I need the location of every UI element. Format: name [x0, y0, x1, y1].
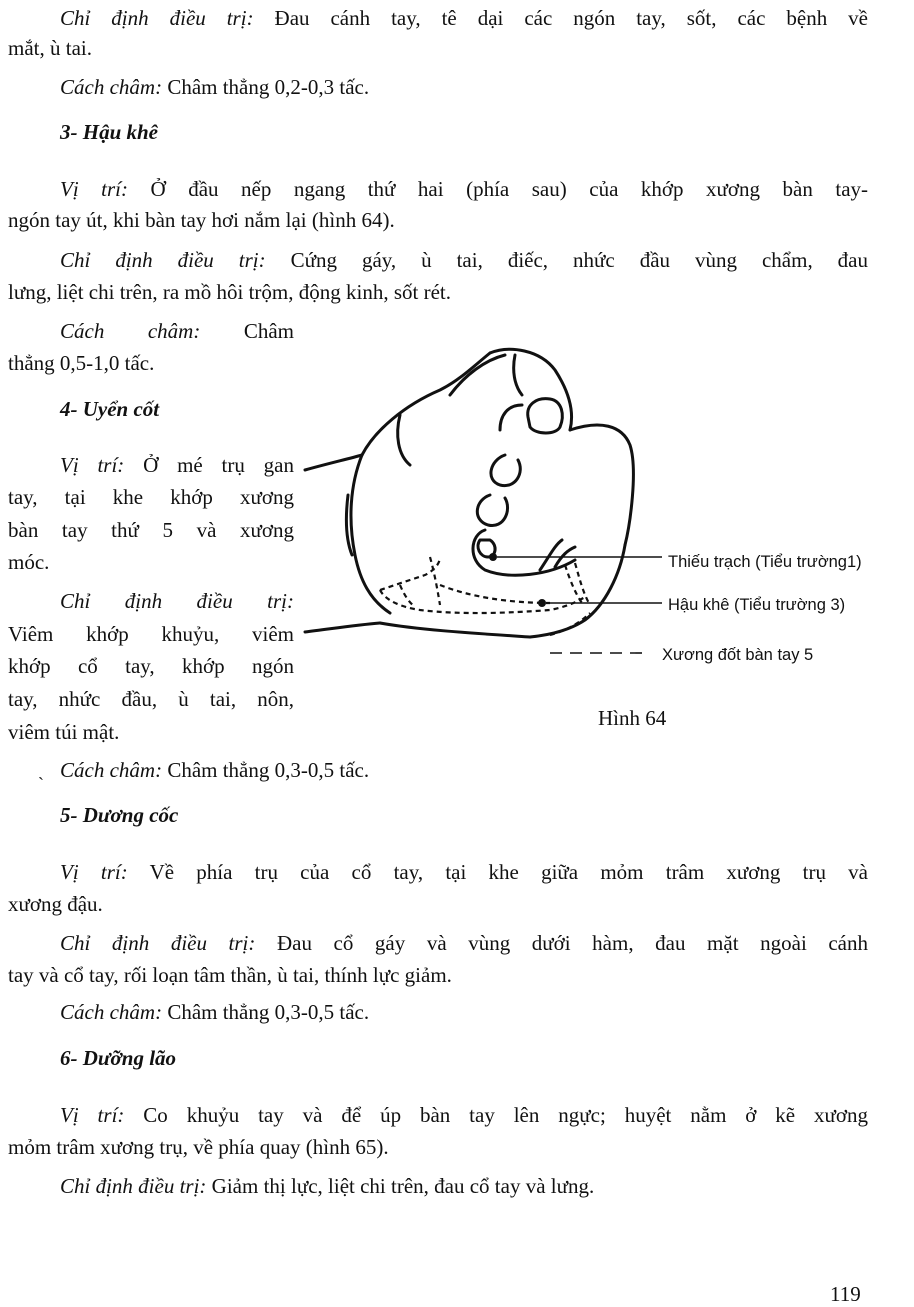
- text-span: Về phía trụ của cổ tay, tại khe giữa mỏm trâm xương trụ và: [149, 860, 869, 884]
- thieu-trach-point: [489, 553, 497, 561]
- label-xuong-dot-ban-tay: Xương đốt bàn tay 5: [662, 646, 814, 664]
- text-line: [60, 1101, 868, 1129]
- text-line: xương đậu.: [8, 892, 103, 916]
- text-line: [60, 998, 369, 1026]
- text-span: Ở mé trụ gan: [143, 453, 295, 477]
- section-heading-uyen-cot: 4- Uyển cốt: [60, 397, 160, 421]
- text-line: tay và cổ tay, rối loạn tâm thần, ù tai, thính lực giảm.: [8, 963, 452, 987]
- text-line: tay, tại khe khớp xương: [8, 485, 294, 509]
- text-span: Châm thẳng 0,3-0,5 tấc.: [167, 1000, 370, 1024]
- section-heading-duong-coc: 5- Dương cốc: [60, 803, 179, 827]
- text-span: Châm thẳng 0,3-0,5 tấc.: [167, 758, 370, 782]
- text-line: Viêm khớp khuỷu, viêm: [8, 622, 294, 646]
- text-line: khớp cổ tay, khớp ngón: [8, 654, 294, 678]
- text-span: Ở đầu nếp ngang thứ hai (phía sau) của khớp xương bàn tay-: [150, 177, 869, 201]
- text-line: [60, 451, 294, 479]
- chi-dinh-label: Chỉ định điều trị:: [60, 931, 256, 955]
- label-thieu-trach: Thiếu trạch (Tiểu trường1): [668, 553, 862, 571]
- text-span: Đau cánh tay, tê dại các ngón tay, sốt, các bệnh về: [274, 6, 868, 30]
- text-span: Giảm thị lực, liệt chi trên, đau cổ tay và lưng.: [211, 1174, 595, 1198]
- cach-cham-label: Cách châm:: [60, 758, 163, 782]
- text-line: móc.: [8, 550, 50, 574]
- stray-mark: ˏ: [38, 760, 44, 780]
- page-number: 119: [830, 1282, 861, 1306]
- figure-caption: Hình 64: [598, 706, 667, 730]
- vi-tri-label: Vị trí:: [60, 453, 125, 477]
- text-line: ngón tay út, khi bàn tay hơi nắm lại (hình 64).: [8, 208, 395, 232]
- cach-cham-label: Cách châm:: [60, 1000, 163, 1024]
- label-hau-khe: Hậu khê (Tiểu trường 3): [668, 596, 846, 614]
- vi-tri-label: Vị trí:: [60, 1103, 125, 1127]
- text-line: [60, 317, 294, 345]
- chi-dinh-label: Chỉ định điều trị:: [60, 589, 294, 613]
- hau-khe-point: [538, 599, 546, 607]
- section-heading-hau-khe: 3- Hậu khê: [60, 120, 159, 144]
- cach-cham-label: Cách châm:: [60, 75, 163, 99]
- hand-drawing: [300, 335, 914, 735]
- text-line: bàn tay thứ 5 và xương: [8, 518, 294, 542]
- section-heading-duong-lao: 6- Dưỡng lão: [60, 1046, 177, 1070]
- text-line: viêm túi mật.: [8, 720, 120, 744]
- chi-dinh-label: Chỉ định điều trị:: [60, 248, 266, 272]
- text-line: tay, nhức đầu, ù tai, nôn,: [8, 687, 294, 711]
- chi-dinh-label: Chỉ định điều trị:: [60, 1174, 207, 1198]
- text-line: [60, 1172, 594, 1200]
- text-line: [60, 756, 369, 784]
- text-line: [60, 929, 868, 957]
- text-line: [60, 73, 369, 101]
- text-span: Đau cổ gáy và vùng dưới hàm, đau mặt ngoài cánh: [276, 931, 868, 955]
- text-span: Châm thẳng 0,2-0,3 tấc.: [167, 75, 370, 99]
- text-line: mắt, ù tai.: [8, 36, 92, 60]
- cach-cham-label: Cách châm:: [60, 319, 201, 343]
- text-line: mỏm trâm xương trụ, về phía quay (hình 65).: [8, 1135, 389, 1159]
- vi-tri-label: Vị trí:: [60, 177, 129, 201]
- text-span: Cứng gáy, ù tai, điếc, nhức đầu vùng chẩm, đau: [290, 248, 868, 272]
- text-span: Co khuỷu tay và để úp bàn tay lên ngực; huyệt nằm ở kẽ xương: [143, 1103, 869, 1127]
- vi-tri-label: Vị trí:: [60, 860, 128, 884]
- text-line: [60, 858, 868, 886]
- text-line: [60, 175, 868, 203]
- text-line: [60, 4, 868, 32]
- chi-dinh-label: Chỉ định điều trị:: [60, 6, 254, 30]
- figure-hand-illustration: [300, 335, 914, 735]
- text-span: Châm: [243, 319, 295, 343]
- text-line: thẳng 0,5-1,0 tấc.: [8, 351, 155, 375]
- text-line: lưng, liệt chi trên, ra mồ hôi trộm, động kinh, sốt rét.: [8, 280, 451, 304]
- text-line: [60, 246, 868, 274]
